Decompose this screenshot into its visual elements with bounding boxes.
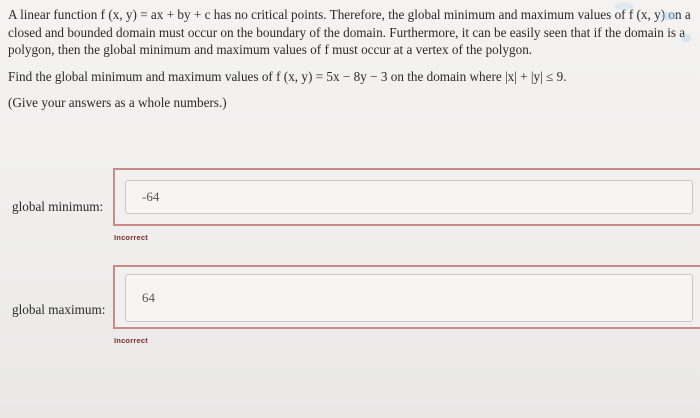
problem-intro: A linear function f (x, y) = ax + by + c has no critical points. Therefore, the global minimum and maximum values of f (x, y) on a closed and bounded domain must occur on the boundary of the domain. Furthermore, it can be easily seen that if the domain is a polygon, then the global minimum and maximum values of f must occur at a vertex of the polygon.: [8, 7, 691, 57]
global-minimum-feedback: Incorrect: [114, 233, 148, 242]
global-maximum-feedback: Incorrect: [114, 336, 148, 345]
problem-instruction: (Give your answers as a whole numbers.): [8, 95, 227, 110]
global-maximum-label: global maximum:: [12, 302, 106, 317]
global-minimum-answer-box: [113, 168, 700, 226]
problem-question: Find the global minimum and maximum values of f (x, y) = 5x − 8y − 3 on the domain where |x| + |y| ≤ 9.: [8, 68, 567, 84]
global-maximum-answer-box: [113, 265, 700, 329]
global-minimum-label: global minimum:: [12, 199, 104, 214]
global-minimum-input[interactable]: -64: [125, 180, 693, 214]
global-maximum-input[interactable]: 64: [125, 274, 693, 322]
problem-statement: [8, 6, 692, 112]
